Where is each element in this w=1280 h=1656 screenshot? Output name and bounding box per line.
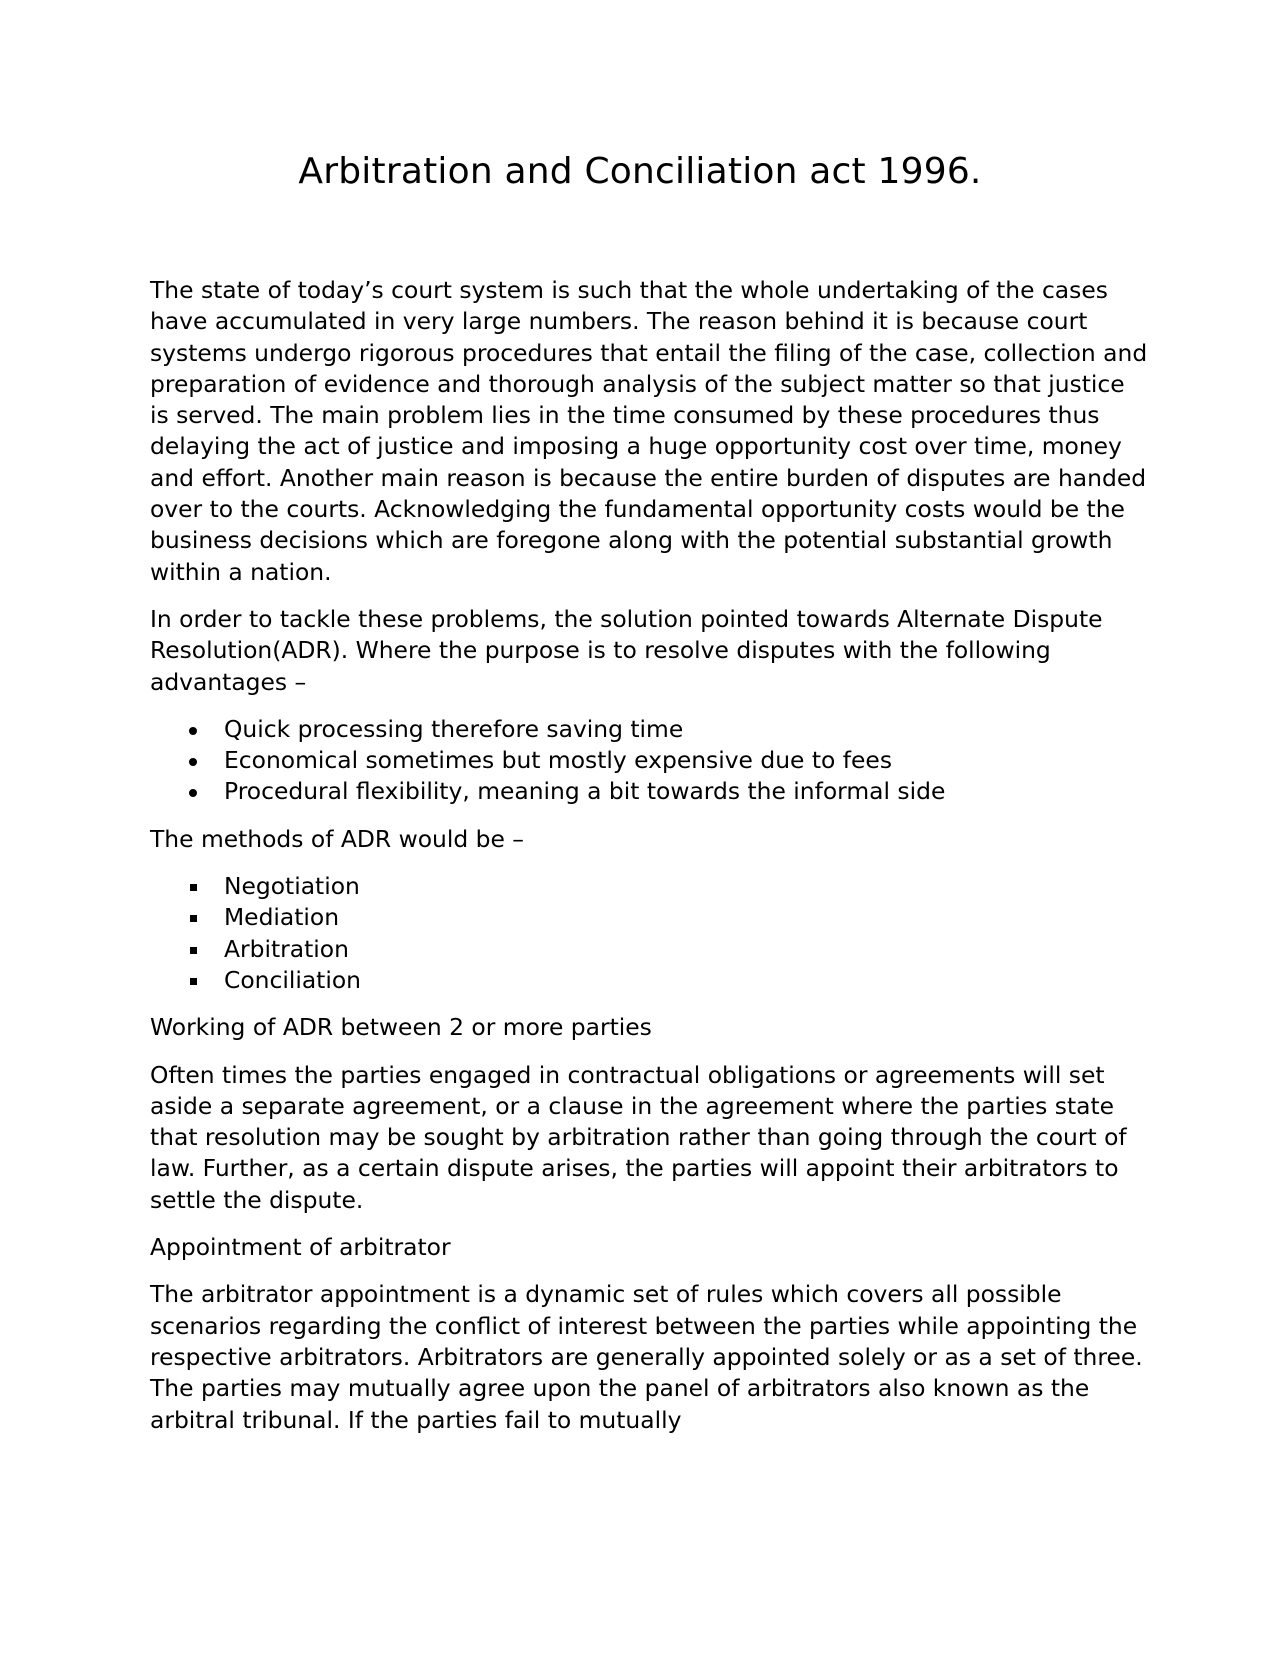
list-item-text: Economical sometimes but mostly expensive due to fees — [224, 746, 893, 775]
document-title: Arbitration and Conciliation act 1996. — [298, 151, 982, 192]
paragraph-working-of-adr: Often times the parties engaged in contractual obligations or agreements will set aside a separate agreement, or a clause in the agreement where the parties state that resolution may be sought by arbitration rather than going through the court of law. Further, as a certain dispute arises, the parties will appoint their arbitrators to settle the dispute. — [150, 1060, 1127, 1214]
paragraph-appointment: The arbitrator appointment is a dynamic set of rules which covers all possible scenarios regarding the conflict of interest between the parties while appointing the respective arbitrators. Arbitrators are generally appointed solely or as a set of three. The parties may mutually agree upon the panel of arbitrators also known as the arbitral tribunal. If the parties fail to mutually — [150, 1280, 1143, 1434]
list-item — [150, 934, 1150, 965]
list-item — [150, 965, 1150, 996]
paragraph-court-system: The state of today’s court system is such that the whole undertaking of the cases have accumulated in very large numbers. The reason behind it is because court systems undergo rigorous procedures that entail the filing of the case, collection and preparation of evidence and thorough analysis of the subject matter so that justice is served. The main problem lies in the time consumed by these procedures thus delaying the act of justice and imposing a huge opportunity cost over time, money and effort. Another main reason is because the entire burden of disputes are handed over to the courts. Acknowledging the fundamental opportunity costs would be the business decisions which are foregone along with the potential substantial growth within a nation. — [150, 276, 1148, 586]
square-bullet-icon — [190, 915, 197, 922]
list-item-text: Arbitration — [224, 934, 349, 963]
paragraph-methods-intro: The methods of ADR would be – — [150, 824, 524, 853]
bullet-icon — [189, 727, 197, 735]
methods-list — [150, 871, 1150, 996]
list-item-text: Mediation — [224, 903, 340, 932]
list-item — [150, 714, 1150, 745]
list-item — [150, 745, 1150, 776]
list-item-text: Negotiation — [224, 872, 360, 901]
square-bullet-icon — [190, 978, 197, 985]
square-bullet-icon — [190, 947, 197, 954]
list-item — [150, 902, 1150, 933]
document-body — [150, 275, 1150, 1452]
square-bullet-icon — [190, 884, 197, 891]
heading-working-of-adr: Working of ADR between 2 or more parties — [150, 1013, 652, 1042]
list-item — [150, 776, 1150, 807]
list-item-text: Procedural flexibility, meaning a bit towards the informal side — [224, 777, 946, 806]
bullet-icon — [189, 758, 197, 766]
list-item-text: Quick processing therefore saving time — [224, 714, 684, 743]
paragraph-adr-intro: In order to tackle these problems, the solution pointed towards Alternate Dispute Resolution(ADR). Where the purpose is to resolve disputes with the following advantages – — [150, 604, 1103, 696]
list-item-text: Conciliation — [224, 965, 361, 994]
list-item — [150, 871, 1150, 902]
heading-appointment: Appointment of arbitrator — [150, 1233, 451, 1262]
advantages-list — [150, 714, 1150, 808]
bullet-icon — [189, 789, 197, 797]
